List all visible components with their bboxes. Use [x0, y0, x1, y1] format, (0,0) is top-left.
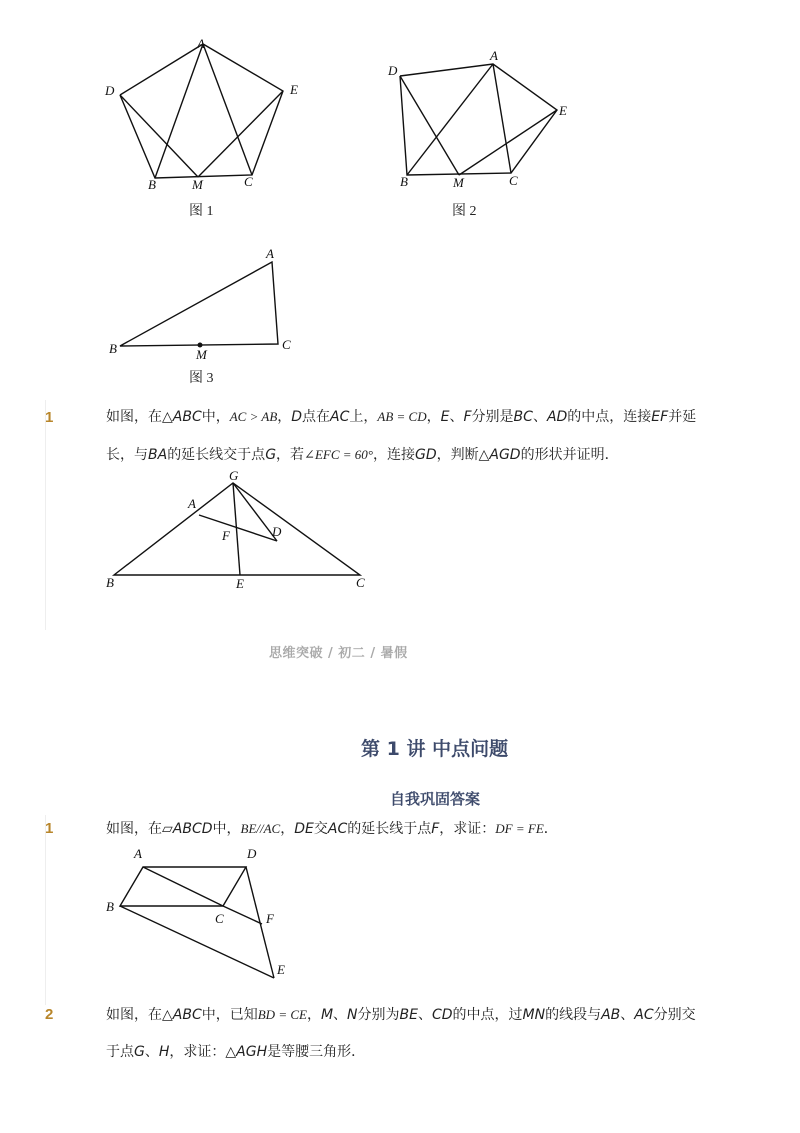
fig2-caption: 图 2 — [452, 204, 477, 219]
var-ac: AC — [330, 409, 350, 425]
figb-label-E: E — [277, 962, 285, 977]
figa-label-D: D — [272, 524, 282, 539]
fig3-label-C: C — [282, 337, 291, 352]
text: ． — [543, 821, 558, 837]
formula-be-parallel-ac: BE//AC — [240, 821, 281, 836]
triangle-abc: △ABC — [162, 1007, 202, 1023]
var-n: N — [347, 1007, 358, 1023]
var-ab: AB — [601, 1007, 621, 1023]
fig2-label-E: E — [559, 103, 567, 118]
figb-label-A: A — [134, 846, 142, 861]
text: ，求证： — [169, 1044, 226, 1060]
fig3-label-A: A — [266, 246, 274, 261]
formula-angle-efc: ∠EFC = 60° — [304, 447, 373, 462]
text: 点在 — [302, 409, 331, 425]
fig1-label-C: C — [244, 174, 253, 189]
var-cd: CD — [431, 1007, 453, 1023]
text: 中，已知 — [201, 1007, 258, 1023]
fig3-triangle — [120, 262, 278, 346]
var-ef: EF — [651, 409, 669, 425]
triangle-agd: △AGD — [478, 447, 521, 463]
var-g: G — [265, 447, 277, 463]
figure-1 — [95, 35, 315, 195]
text: 的形状并证明． — [520, 447, 619, 463]
figure-2 — [385, 45, 585, 195]
figure-3 — [100, 243, 300, 368]
figb-line-ac — [143, 867, 223, 906]
text: 分别为 — [357, 1007, 400, 1023]
text: 长，与 — [106, 447, 148, 463]
figb-line-be — [120, 906, 274, 978]
fig1-label-M: M — [192, 177, 203, 192]
var-ad: AD — [546, 409, 568, 425]
fig1-label-A: A — [197, 36, 205, 51]
text: 、 — [532, 409, 547, 425]
fig2-label-D: D — [388, 63, 398, 78]
fig3-caption: 图 3 — [189, 371, 214, 386]
figure-problem-b — [100, 842, 300, 987]
var-ba: BA — [148, 447, 168, 463]
var-de: DE — [294, 821, 314, 837]
var-g: G — [134, 1044, 145, 1060]
fig2-pentagon — [400, 64, 557, 175]
fig1-label-D: D — [105, 83, 115, 98]
lecture-title: 第 1 讲 中点问题 — [361, 738, 509, 760]
var-f: F — [463, 409, 472, 425]
problem-a-number: 1 — [45, 409, 54, 426]
text: ，求证： — [439, 821, 496, 837]
figa-label-G: G — [229, 468, 239, 483]
fig2-line-DM — [400, 76, 459, 175]
text: 分别交 — [653, 1007, 696, 1023]
fig2-line-AB — [407, 64, 493, 175]
text: 于点 — [106, 1044, 134, 1060]
formula-ac-gt-ab: AC > AB — [229, 409, 278, 424]
text: 的中点，连接 — [567, 409, 652, 425]
margin-rule — [45, 400, 46, 630]
var-ac: AC — [634, 1007, 654, 1023]
var-m: M — [320, 1007, 334, 1023]
figa-label-B: B — [106, 575, 114, 590]
figa-label-E: E — [236, 576, 244, 591]
figa-line-ad — [199, 515, 277, 541]
fig1-line-DM — [120, 95, 198, 177]
text: 上， — [349, 409, 378, 425]
parallelogram-abcd: ▱ABCD — [162, 821, 213, 837]
text: ，连接 — [372, 447, 415, 463]
text: 的线段与 — [545, 1007, 602, 1023]
formula-bd-eq-ce: BD = CE — [257, 1007, 307, 1022]
fig1-caption: 图 1 — [189, 204, 214, 219]
var-e: E — [440, 409, 450, 425]
problem-a-line-1 — [106, 398, 696, 436]
fig2-line-AC — [493, 64, 511, 173]
text: 分别是 — [471, 409, 514, 425]
fig1-label-E: E — [290, 82, 298, 97]
problem-c-line-2 — [106, 1033, 365, 1071]
figb-label-B: B — [106, 899, 114, 914]
margin-rule — [45, 815, 46, 1005]
var-h: H — [158, 1044, 170, 1060]
fig3-label-M: M — [196, 347, 207, 362]
fig2-label-C: C — [509, 173, 518, 188]
text: 交 — [313, 821, 328, 837]
text: ， — [306, 1007, 321, 1023]
text: 如图，在 — [106, 821, 162, 837]
var-gd: GD — [414, 447, 437, 463]
text: ， — [277, 409, 292, 425]
fig1-pentagon — [120, 44, 283, 178]
fig1-line-AC — [203, 44, 252, 175]
text: 是等腰三角形． — [267, 1044, 366, 1060]
fig2-line-EM — [459, 110, 557, 175]
figb-label-F: F — [266, 911, 274, 926]
text: 、 — [620, 1007, 635, 1023]
figure-problem-a — [100, 468, 380, 593]
fig1-label-B: B — [148, 177, 156, 192]
fig2-label-A: A — [490, 48, 498, 63]
text: 中， — [201, 409, 230, 425]
text: ， — [280, 821, 295, 837]
figa-label-A: A — [188, 496, 196, 511]
text: 、 — [449, 409, 464, 425]
fig2-label-M: M — [453, 175, 464, 190]
fig2-label-B: B — [400, 174, 408, 189]
figa-label-C: C — [356, 575, 365, 590]
formula-df-eq-fe: DF = FE — [495, 821, 544, 836]
text: 、 — [144, 1044, 159, 1060]
text: 的延长线交于点 — [167, 447, 266, 463]
text: ， — [426, 409, 441, 425]
var-bc: BC — [513, 409, 533, 425]
formula-ab-eq-cd: AB = CD — [377, 409, 427, 424]
text: 、 — [333, 1007, 348, 1023]
var-ac: AC — [327, 821, 348, 837]
text: 如图，在 — [106, 409, 162, 425]
text: 并延 — [668, 409, 697, 425]
page-footer: 思维突破 / 初二 / 暑假 — [269, 646, 408, 661]
figa-label-F: F — [222, 528, 230, 543]
var-f: F — [431, 821, 440, 837]
var-mn: MN — [522, 1007, 546, 1023]
var-d: D — [291, 409, 303, 425]
text: 中， — [212, 821, 241, 837]
text: ，若 — [276, 447, 305, 463]
text: 的中点，过 — [452, 1007, 523, 1023]
text: ，判断 — [436, 447, 479, 463]
text: 的延长线于点 — [347, 821, 432, 837]
var-be: BE — [399, 1007, 418, 1023]
section-title: 自我巩固答案 — [390, 790, 481, 808]
triangle-agh: △AGH — [225, 1044, 268, 1060]
problem-b-number: 1 — [45, 820, 54, 837]
fig1-line-EM — [198, 91, 283, 177]
text: 、 — [417, 1007, 432, 1023]
fig3-label-B: B — [109, 341, 117, 356]
triangle-abc: △ABC — [162, 409, 202, 425]
problem-c-line-1 — [106, 996, 696, 1034]
figb-label-C: C — [215, 911, 224, 926]
figb-label-D: D — [247, 846, 257, 861]
figa-line-gd — [233, 483, 277, 541]
problem-c-number: 2 — [45, 1006, 54, 1023]
text: 如图，在 — [106, 1007, 162, 1023]
